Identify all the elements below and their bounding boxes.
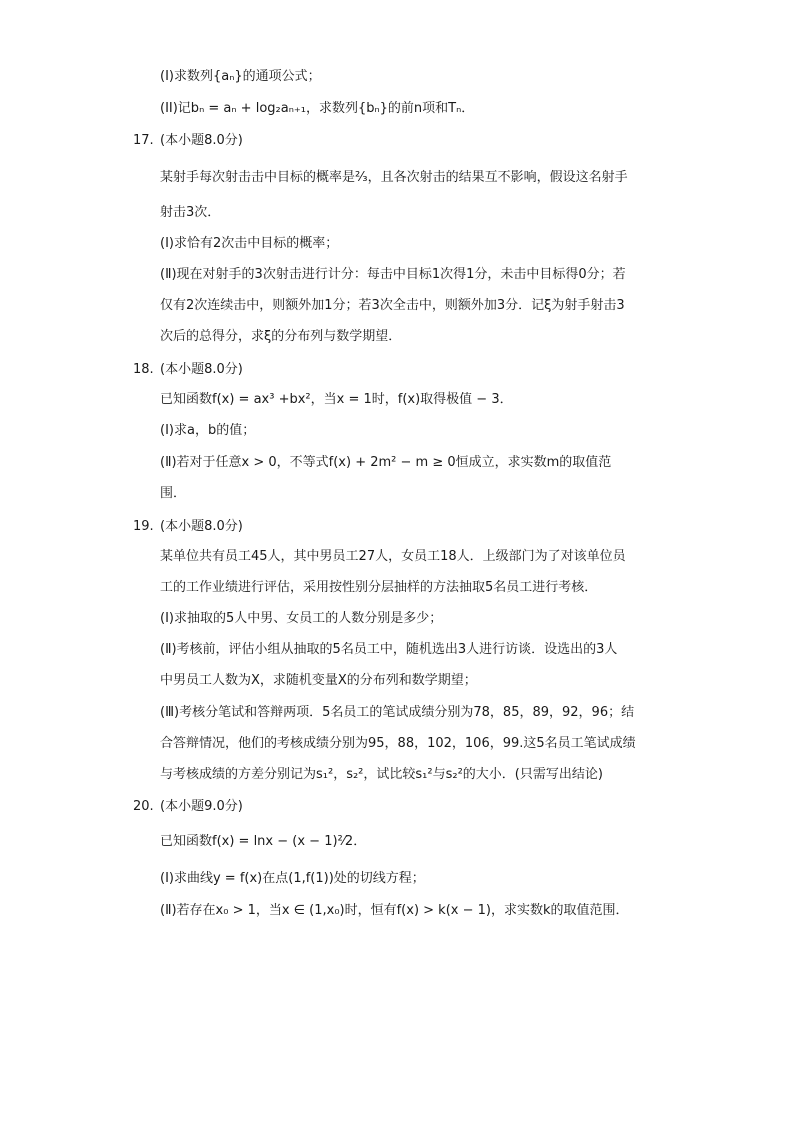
q16-part1: (I)求数列{aₙ}的通项公式； — [160, 69, 321, 84]
q17-part2-line3: 次后的总得分，求ξ的分布列与数学期望． — [160, 329, 402, 344]
q19-part1: (Ⅰ)求抽取的5人中男、女员工的人数分别是多少； — [160, 611, 443, 626]
q20-number: 20. — [133, 799, 154, 814]
q19-part3-line3: 与考核成绩的方差分别记为s₁²，s₂²，试比较s₁²与s₂²的大小．(只需写出结论) — [160, 767, 603, 782]
q20-part1: (Ⅰ)求曲线y = f(x)在点(1,f(1))处的切线方程； — [160, 871, 425, 886]
q17-header: (本小题8.0分) — [160, 133, 243, 148]
q17-part1: (Ⅰ)求恰有2次击中目标的概率； — [160, 236, 339, 251]
q19-header: (本小题8.0分) — [160, 519, 243, 534]
q18-part2-line2: 围． — [160, 486, 187, 501]
q17-part2-line2: 仅有2次连续击中，则额外加1分；若3次全击中，则额外加3分．记ξ为射手射击3 — [160, 298, 625, 313]
q17-part2-line1: (Ⅱ)现在对射手的3次射击进行计分：每击中目标1次得1分，未击中目标得0分；若 — [160, 267, 626, 282]
q19-part3-line1: (Ⅲ)考核分笔试和答辩两项．5名员工的笔试成绩分别为78，85，89，92，96；结 — [160, 705, 635, 720]
q18-stem: 已知函数f(x) = ax³ +bx²，当x = 1时，f(x)取得极值 − 3． — [160, 392, 513, 407]
q18-number: 18. — [133, 362, 154, 377]
q18-part2-line1: (Ⅱ)若对于任意x > 0，不等式f(x) + 2m² − m ≥ 0恒成立，求实数m的取值范 — [160, 455, 612, 470]
q19-part2-line2: 中男员工人数为X，求随机变量X的分布列和数学期望； — [160, 673, 477, 688]
q20-part2: (Ⅱ)若存在x₀ > 1，当x ∈ (1,x₀)时，恒有f(x) > k(x − 1)，求实数k的取值范围． — [160, 903, 629, 918]
q17-stem-line1: 某射手每次射击击中目标的概率是²⁄₃，且各次射击的结果互不影响，假设这名射手 — [160, 170, 628, 185]
q20-header: (本小题9.0分) — [160, 799, 243, 814]
q19-part3-line2: 合答辩情况，他们的考核成绩分别为95，88，102，106，99.这5名员工笔试成绩 — [160, 736, 636, 751]
q19-stem-line2: 工的工作业绩进行评估，采用按性别分层抽样的方法抽取5名员工进行考核． — [160, 580, 598, 595]
q18-part1: (Ⅰ)求a，b的值； — [160, 423, 256, 438]
q17-stem-line2: 射击3次． — [160, 205, 221, 220]
q17-number: 17. — [133, 133, 154, 148]
q18-header: (本小题8.0分) — [160, 362, 243, 377]
q19-stem-line1: 某单位共有员工45人，其中男员工27人，女员工18人．上级部门为了对该单位员 — [160, 549, 626, 564]
q20-stem: 已知函数f(x) = lnx − (x − 1)²⁄2． — [160, 834, 367, 849]
q19-part2-line1: (Ⅱ)考核前，评估小组从抽取的5名员工中，随机选出3人进行访谈．设选出的3人 — [160, 642, 618, 657]
q16-part2: (II)记bₙ = aₙ + log₂aₙ₊₁，求数列{bₙ}的前n项和Tₙ． — [160, 101, 475, 116]
q19-number: 19. — [133, 519, 154, 534]
